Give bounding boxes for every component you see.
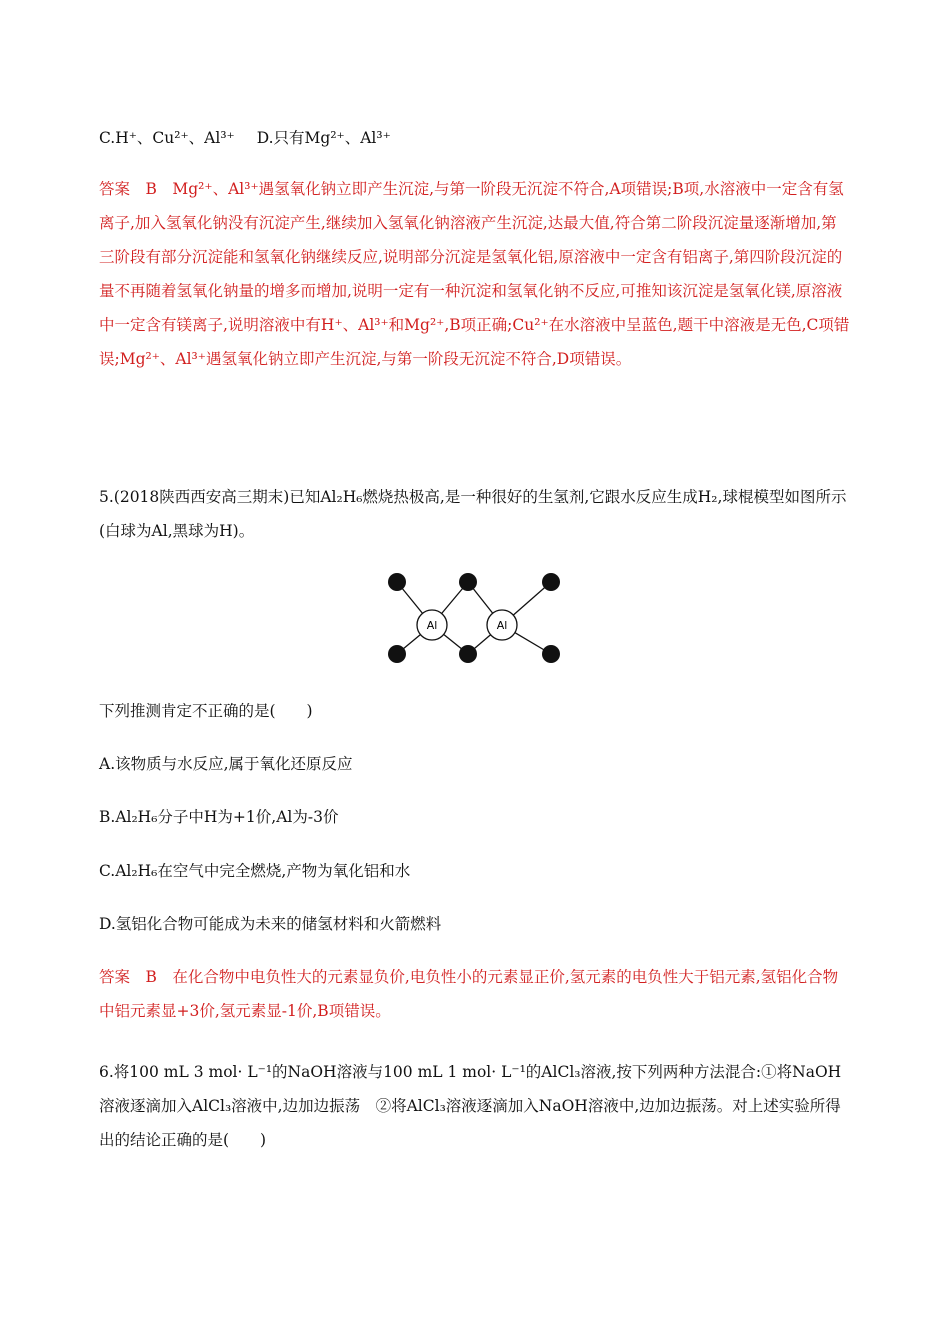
- al-label: Al: [496, 619, 508, 632]
- q5-option-b: B.Al₂H₆分子中H为+1价,Al为-3价: [99, 808, 339, 826]
- h-atom: [459, 573, 477, 591]
- q5-option-d: D.氢铝化合物可能成为未来的储氢材料和火箭燃料: [99, 915, 442, 933]
- h-atom: [388, 573, 406, 591]
- q5-stem: 5.(2018陕西西安高三期末)已知Al₂H₆燃烧热极高,是一种很好的生氢剂,它跟水反应生成H₂,球棍模型如图所示(白球为Al,黑球为H)。: [99, 488, 847, 540]
- q5-prompt: 下列推测肯定不正确的是( ): [99, 702, 313, 720]
- al-label: Al: [426, 619, 438, 632]
- q4-option-d: D.只有Mg²⁺、Al³⁺: [256, 129, 391, 147]
- h-atom: [388, 645, 406, 663]
- q5-answer: 答案 B 在化合物中电负性大的元素显负价,电负性小的元素显正价,氢元素的电负性大于铝元素,氢铝化合物中铝元素显+3价,氢元素显-1价,B项错误。: [99, 968, 839, 1020]
- ball-stick-model-figure: [385, 568, 565, 668]
- q5-option-c: C.Al₂H₆在空气中完全燃烧,产物为氧化铝和水: [99, 862, 411, 880]
- h-atom: [459, 645, 477, 663]
- q4-options-cd: [99, 121, 851, 155]
- q6-stem: 6.将100 mL 3 mol· L⁻¹的NaOH溶液与100 mL 1 mol· L⁻¹的AlCl₃溶液,按下列两种方法混合:①将NaOH溶液逐滴加入AlCl₃溶液中,边加边振荡 ②将AlCl₃溶液逐滴加入NaOH溶液中,边加边振荡。对上述实验所得出的结论正确的是( ): [99, 1063, 842, 1149]
- q4-option-c: C.H⁺、Cu²⁺、Al³⁺: [99, 129, 235, 147]
- q5-option-a: A.该物质与水反应,属于氧化还原反应: [99, 755, 353, 773]
- h-atom: [542, 573, 560, 591]
- h-atom: [542, 645, 560, 663]
- q4-answer: 答案 B Mg²⁺、Al³⁺遇氢氧化钠立即产生沉淀,与第一阶段无沉淀不符合,A项错误;B项,水溶液中一定含有氢离子,加入氢氧化钠没有沉淀产生,继续加入氢氧化钠溶液产生沉淀,达最大值,符合第二阶段沉淀量逐渐增加,第三阶段有部分沉淀能和氢氧化钠继续反应,说明部分沉淀是氢氧化铝,原溶液中一定含有铝离子,第四阶段沉淀的量不再随着氢氧化钠量的增多而增加,说明一定有一种沉淀和氢氧化钠不反应,可推知该沉淀是氢氧化镁,原溶液中一定含有镁离子,说明溶液中有H⁺、Al³⁺和Mg²⁺,B项正确;Cu²⁺在水溶液中呈蓝色,题干中溶液是无色,C项错误;Mg²⁺、Al³⁺遇氢氧化钠立即产生沉淀,与第一阶段无沉淀不符合,D项错误。: [99, 180, 850, 368]
